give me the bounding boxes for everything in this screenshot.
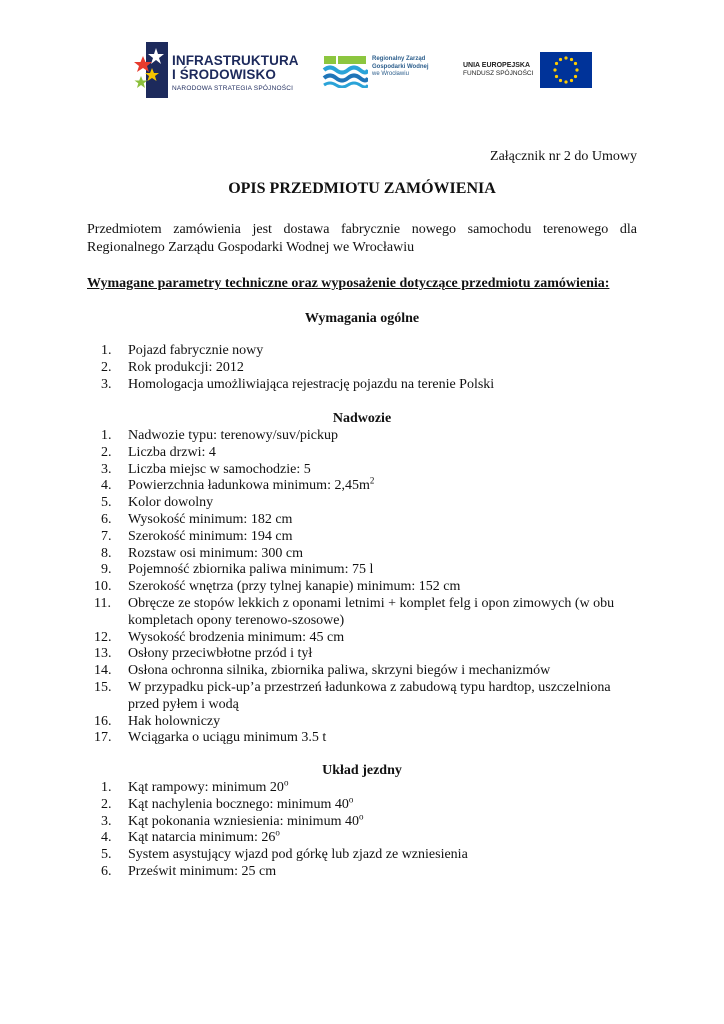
list-item [87, 562, 641, 579]
rzgw-text [372, 56, 429, 79]
list-item-text: Kąt nachylenia bocznego: minimum 40 [128, 796, 349, 812]
list-item [87, 596, 641, 630]
list-item-text: Liczba drzwi: 4 [128, 444, 216, 460]
list-item-text: Szerokość wnętrza (przy tylnej kanapie) minimum: 152 cm [128, 579, 461, 595]
list-item-number: 14. [94, 663, 112, 679]
body-heading: Nadwozie [332, 411, 392, 426]
list-item-text: Prześwit minimum: 25 cm [128, 863, 277, 879]
list-item-number: 6. [101, 863, 112, 879]
list-item [87, 475, 641, 495]
list-item-text: W przypadku pick-up’a przestrzeń ładunkowa z zabudową typu hardtop, uszczelniona przed pyłem i wodą [128, 679, 611, 712]
list-item-number: 17. [94, 730, 112, 746]
list-item [87, 663, 641, 680]
infrastruktura-tagline: NARODOWA STRATEGIA SPÓJNOŚCI [172, 85, 294, 92]
body-list [87, 428, 641, 747]
list-item-number: 15. [94, 679, 112, 695]
list-item-number: 2. [101, 444, 112, 460]
list-item-superscript: o [358, 810, 364, 821]
list-item-text: Rozstaw osi minimum: 300 cm [128, 545, 303, 561]
list-item-text: Obręcze ze stopów lekkich z oponami letnimi + komplet felg i opon zimowych (w obu kompletach opony terenowo-szosowe) [128, 595, 615, 628]
rzgw-line2: Gospodarki Wodnej [372, 63, 429, 70]
list-item [87, 646, 641, 663]
list-item-text: Homologacja umożliwiająca rejestrację pojazdu na terenie Polski [128, 376, 495, 392]
list-item-text: Osłona ochronna silnika, zbiornika paliwa, skrzyni biegów i mechanizmów [128, 663, 551, 679]
eu-logo [460, 52, 592, 88]
infrastruktura-line1: INFRASTRUKTURA [172, 53, 299, 68]
list-item-text: Kąt natarcia minimum: 26 [128, 830, 276, 846]
infrastruktura-title [172, 54, 299, 82]
list-item-text: Wciągarka o uciągu minimum 3.5 t [128, 730, 327, 746]
list-item [87, 343, 494, 360]
list-item-number: 12. [94, 629, 112, 645]
list-item-text: Nadwozie typu: terenowy/suv/pickup [128, 428, 338, 443]
intro-line-2: Regionalnego Zarządu Gospodarki Wodnej we Wrocławiu [87, 240, 415, 255]
document-title: OPIS PRZEDMIOTU ZAMÓWIENIA [228, 180, 496, 197]
list-item-text: Wysokość minimum: 182 cm [128, 511, 293, 527]
stars-emblem-icon [132, 42, 168, 98]
list-item-number: 3. [101, 376, 112, 392]
list-item-number: 6. [101, 511, 112, 527]
list-item-text: Pojazd fabrycznie nowy [128, 343, 264, 358]
intro-paragraph [87, 221, 637, 257]
list-item-number: 1. [101, 428, 112, 443]
list-item-text: Pojemność zbiornika paliwa minimum: 75 l [128, 562, 374, 578]
list-item-number: 1. [101, 780, 112, 795]
list-item-superscript: o [283, 777, 289, 788]
list-item [87, 827, 468, 847]
list-item-number: 13. [94, 646, 112, 662]
requirements-heading: Wymagane parametry techniczne oraz wyposażenie dotyczące przedmiotu zamówienia: [87, 276, 610, 291]
list-item [87, 360, 494, 377]
rzgw-line1: Regionalny Zarząd [372, 56, 426, 62]
chassis-list [87, 777, 468, 881]
rzgw-logo [322, 54, 442, 90]
eu-line1: UNIA EUROPEJSKA [463, 62, 531, 69]
list-item-number: 3. [101, 813, 112, 829]
list-item-number: 2. [101, 359, 112, 375]
list-item [87, 847, 468, 864]
intro-line-1: Przedmiotem zamówienia jest dostawa fabrycznie nowego samochodu terenowego dla [87, 222, 637, 237]
general-list [87, 343, 494, 393]
list-item-number: 1. [101, 343, 112, 358]
eu-line2: FUNDUSZ SPÓJNOŚCI [463, 70, 534, 77]
list-item-superscript: o [275, 827, 280, 838]
list-item-superscript: 2 [369, 475, 375, 486]
list-item-superscript: o [348, 794, 354, 805]
list-item [87, 495, 641, 512]
list-item [87, 445, 641, 462]
list-item [87, 630, 641, 647]
infrastruktura-line2: I ŚRODOWISKO [172, 67, 276, 82]
list-item [87, 777, 468, 797]
list-item-text: Kąt pokonania wzniesienia: minimum 40 [128, 813, 359, 829]
list-item-number: 8. [101, 545, 112, 561]
list-item [87, 546, 641, 563]
waves-emblem-icon [322, 54, 368, 88]
list-item-text: Rok produkcji: 2012 [128, 359, 244, 375]
list-item [87, 794, 468, 814]
rzgw-line3: we Wrocławiu [372, 71, 409, 77]
list-item-number: 4. [101, 830, 112, 846]
list-item-number: 9. [101, 562, 112, 578]
list-item-text: Powierzchnia ładunkowa minimum: 2,45m [128, 478, 370, 494]
list-item-number: 16. [94, 713, 112, 729]
list-item-number: 2. [101, 796, 112, 812]
list-item [87, 730, 641, 747]
list-item [87, 428, 641, 445]
general-heading: Wymagania ogólne [304, 311, 420, 326]
list-item-number: 11. [94, 595, 111, 611]
list-item-number: 4. [101, 478, 112, 494]
attachment-label: Załącznik nr 2 do Umowy [490, 149, 637, 164]
eu-text [463, 62, 533, 78]
list-item-number: 5. [101, 495, 112, 511]
list-item [87, 714, 641, 731]
list-item-text: Osłony przeciwbłotne przód i tył [128, 646, 313, 662]
list-item-number: 3. [101, 461, 112, 477]
list-item [87, 512, 641, 529]
eu-flag-icon [540, 52, 592, 88]
list-item-number: 7. [101, 528, 112, 544]
list-item-text: Szerokość minimum: 194 cm [128, 528, 293, 544]
list-item [87, 579, 641, 596]
header-logos [132, 40, 602, 100]
list-item-text: System asystujący wjazd pod górkę lub zjazd ze wzniesienia [128, 847, 468, 863]
list-item [87, 462, 641, 479]
chassis-heading: Układ jezdny [322, 763, 402, 778]
list-item-text: Kąt rampowy: minimum 20 [128, 780, 284, 795]
list-item [87, 377, 494, 394]
list-item-text: Wysokość brodzenia minimum: 45 cm [128, 629, 345, 645]
list-item [87, 680, 641, 714]
list-item [87, 529, 641, 546]
list-item-number: 5. [101, 847, 112, 863]
list-item [87, 864, 468, 881]
list-item-number: 10. [94, 579, 112, 595]
list-item-text: Kolor dowolny [128, 495, 214, 511]
list-item-text: Liczba miejsc w samochodzie: 5 [128, 461, 311, 477]
list-item-text: Hak holowniczy [128, 713, 221, 729]
infrastruktura-logo [132, 42, 307, 98]
